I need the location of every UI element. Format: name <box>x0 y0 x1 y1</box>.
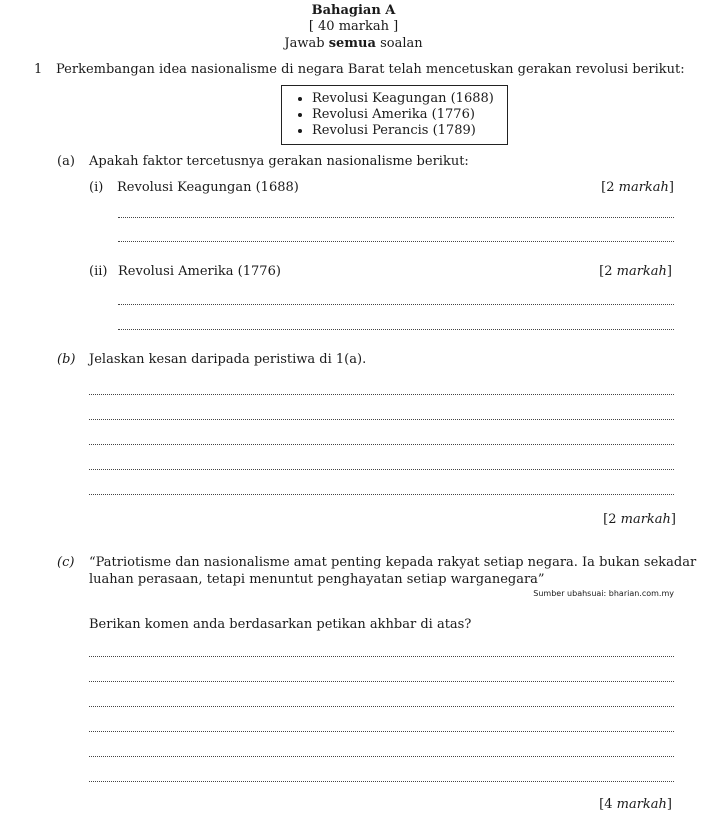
part-b-marks: [2 markah] <box>603 512 676 527</box>
part-c-quote-line2: luahan perasaan, tetapi menuntut penghayatan setiap warganegara” <box>89 572 545 587</box>
answer-line[interactable] <box>89 494 674 495</box>
part-b-text: Jelaskan kesan daripada peristiwa di 1(a). <box>89 352 367 367</box>
part-c-source: Sumber ubahsuai: bharian.com.my <box>533 589 674 598</box>
part-c-marks: [4 markah] <box>599 797 672 812</box>
list-item: • Revolusi Perancis (1789) <box>312 123 507 139</box>
part-a-ii-text: Revolusi Amerika (1776) <box>118 264 281 279</box>
answer-line[interactable] <box>118 217 674 218</box>
section-marks: [ 40 markah ] <box>308 19 399 34</box>
part-c-prompt: Berikan komen anda berdasarkan petikan akhbar di atas? <box>89 617 472 632</box>
part-a-text: Apakah faktor tercetusnya gerakan nasionalisme berikut: <box>89 154 469 169</box>
part-a-label: (a) <box>57 154 75 169</box>
revolution-list-box <box>281 85 508 145</box>
answer-line[interactable] <box>89 469 674 470</box>
part-a-i-label: (i) <box>89 180 104 195</box>
part-b-label: (b) <box>57 352 76 367</box>
answer-line[interactable] <box>118 304 674 305</box>
part-c-label: (c) <box>57 555 75 570</box>
part-a-i-marks: [2 markah] <box>601 180 674 195</box>
part-a-ii-marks: [2 markah] <box>599 264 672 279</box>
question-stem: Perkembangan idea nasionalisme di negara Barat telah mencetuskan gerakan revolusi berikut: <box>56 62 685 77</box>
answer-line[interactable] <box>89 756 674 757</box>
answer-line[interactable] <box>89 781 674 782</box>
list-item: • Revolusi Keagungan (1688) <box>312 91 507 107</box>
answer-line[interactable] <box>89 419 674 420</box>
section-instruction: Jawab semua soalan <box>284 36 423 51</box>
answer-line[interactable] <box>89 394 674 395</box>
part-c-quote-line1: “Patriotisme dan nasionalisme amat penting kepada rakyat setiap negara. Ia bukan sekadar <box>89 555 697 570</box>
part-a-ii-label: (ii) <box>89 264 108 279</box>
answer-line[interactable] <box>118 241 674 242</box>
answer-line[interactable] <box>118 329 674 330</box>
question-number: 1 <box>34 62 43 77</box>
answer-line[interactable] <box>89 731 674 732</box>
part-a-i-text: Revolusi Keagungan (1688) <box>117 180 299 195</box>
answer-line[interactable] <box>89 681 674 682</box>
section-title: Bahagian A <box>311 3 396 18</box>
answer-line[interactable] <box>89 444 674 445</box>
list-item: • Revolusi Amerika (1776) <box>312 107 507 123</box>
answer-line[interactable] <box>89 656 674 657</box>
answer-line[interactable] <box>89 706 674 707</box>
revolution-list <box>282 91 507 139</box>
